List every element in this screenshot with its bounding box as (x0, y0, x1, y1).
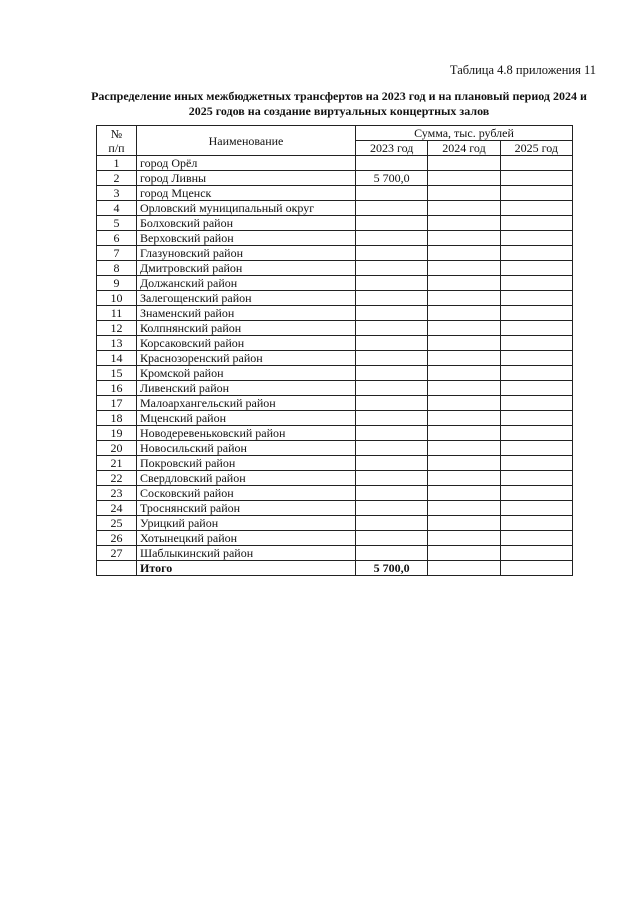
row-2024 (428, 186, 500, 201)
row-2023 (356, 351, 428, 366)
table-row (97, 231, 573, 246)
table-caption: Таблица 4.8 приложения 11 (449, 63, 596, 77)
row-2023 (356, 276, 428, 291)
row-name: Мценский район (137, 411, 356, 426)
row-number: 14 (97, 351, 137, 366)
row-2025 (500, 531, 572, 546)
table-row (97, 531, 573, 546)
table-row (97, 261, 573, 276)
total-2023: 5 700,0 (356, 561, 428, 576)
row-2023 (356, 246, 428, 261)
table-row (97, 291, 573, 306)
row-name: Свердловский район (137, 471, 356, 486)
row-name: Малоархангельский район (137, 396, 356, 411)
row-number: 15 (97, 366, 137, 381)
row-2025 (500, 201, 572, 216)
row-name: Должанский район (137, 276, 356, 291)
row-2024 (428, 426, 500, 441)
row-2023 (356, 381, 428, 396)
row-number: 17 (97, 396, 137, 411)
row-2025 (500, 246, 572, 261)
table-row (97, 306, 573, 321)
row-2023 (356, 231, 428, 246)
row-2023 (356, 531, 428, 546)
table-row (97, 426, 573, 441)
table-header (97, 126, 573, 156)
row-2024 (428, 171, 500, 186)
row-2024 (428, 201, 500, 216)
row-2023 (356, 396, 428, 411)
row-2025 (500, 291, 572, 306)
row-2024 (428, 501, 500, 516)
table-row (97, 246, 573, 261)
total-2025 (500, 561, 572, 576)
row-name: Краснозоренский район (137, 351, 356, 366)
row-name: Корсаковский район (137, 336, 356, 351)
table-row (97, 381, 573, 396)
row-2025 (500, 471, 572, 486)
row-2024 (428, 321, 500, 336)
row-2023 (356, 336, 428, 351)
row-name: Знаменский район (137, 306, 356, 321)
row-2025 (500, 306, 572, 321)
total-2024 (428, 561, 500, 576)
table-row (97, 441, 573, 456)
row-2024 (428, 396, 500, 411)
row-2024 (428, 411, 500, 426)
row-number: 13 (97, 336, 137, 351)
row-2025 (500, 501, 572, 516)
row-name: Орловский муниципальный округ (137, 201, 356, 216)
row-2023 (356, 216, 428, 231)
row-2025 (500, 396, 572, 411)
row-2024 (428, 231, 500, 246)
row-2024 (428, 276, 500, 291)
row-2023 (356, 321, 428, 336)
row-2024 (428, 156, 500, 171)
row-name: Новосильский район (137, 441, 356, 456)
row-2025 (500, 426, 572, 441)
table-row (97, 456, 573, 471)
row-name: Кромской район (137, 366, 356, 381)
row-2023 (356, 291, 428, 306)
row-name: город Орёл (137, 156, 356, 171)
row-number: 12 (97, 321, 137, 336)
table-row (97, 411, 573, 426)
row-2025 (500, 261, 572, 276)
row-2025 (500, 336, 572, 351)
row-number: 18 (97, 411, 137, 426)
row-name: Колпнянский район (137, 321, 356, 336)
row-2025 (500, 171, 572, 186)
row-name: Ливенский район (137, 381, 356, 396)
row-2023 (356, 306, 428, 321)
row-name: Троснянский район (137, 501, 356, 516)
row-number: 25 (97, 516, 137, 531)
row-2023 (356, 366, 428, 381)
table-row (97, 336, 573, 351)
row-number: 24 (97, 501, 137, 516)
row-2025 (500, 186, 572, 201)
header-name: Наименование (137, 126, 356, 156)
row-2023 (356, 411, 428, 426)
row-2025 (500, 516, 572, 531)
header-year-2024: 2024 год (428, 141, 500, 156)
row-number: 19 (97, 426, 137, 441)
document-title: Распределение иных межбюджетных трансфертов на 2023 год и на плановый период 2024 и 2025 годов на создание виртуальных концертных залов (91, 89, 587, 118)
total-row (97, 561, 573, 576)
row-name: Шаблыкинский район (137, 546, 356, 561)
total-label: Итого (137, 561, 356, 576)
table-row (97, 516, 573, 531)
row-2024 (428, 261, 500, 276)
row-name: Новодеревеньковский район (137, 426, 356, 441)
row-2025 (500, 441, 572, 456)
row-2024 (428, 516, 500, 531)
table-row (97, 396, 573, 411)
row-name: Хотынецкий район (137, 531, 356, 546)
transfers-table (96, 125, 573, 576)
row-number: 20 (97, 441, 137, 456)
row-number: 7 (97, 246, 137, 261)
row-2024 (428, 471, 500, 486)
row-number: 21 (97, 456, 137, 471)
row-2024 (428, 351, 500, 366)
row-number: 26 (97, 531, 137, 546)
row-2023 (356, 546, 428, 561)
row-2025 (500, 321, 572, 336)
row-2025 (500, 231, 572, 246)
table-row (97, 546, 573, 561)
table-row (97, 471, 573, 486)
row-2024 (428, 246, 500, 261)
row-2023 (356, 186, 428, 201)
row-2025 (500, 216, 572, 231)
row-2024 (428, 486, 500, 501)
row-2025 (500, 276, 572, 291)
row-2025 (500, 456, 572, 471)
row-2023 (356, 471, 428, 486)
row-number: 6 (97, 231, 137, 246)
row-number: 23 (97, 486, 137, 501)
row-number: 4 (97, 201, 137, 216)
table-row (97, 366, 573, 381)
table-row (97, 276, 573, 291)
table-row (97, 186, 573, 201)
row-name: Глазуновский район (137, 246, 356, 261)
row-2023 (356, 426, 428, 441)
row-2023 (356, 441, 428, 456)
row-number: 11 (97, 306, 137, 321)
row-2025 (500, 381, 572, 396)
row-number: 10 (97, 291, 137, 306)
row-2023 (356, 156, 428, 171)
row-2023 (356, 456, 428, 471)
row-name: Сосковский район (137, 486, 356, 501)
table-row (97, 156, 573, 171)
row-name: Дмитровский район (137, 261, 356, 276)
row-2025 (500, 546, 572, 561)
header-year-2023: 2023 год (356, 141, 428, 156)
row-2025 (500, 351, 572, 366)
row-number: 8 (97, 261, 137, 276)
table-row (97, 501, 573, 516)
row-name: город Ливны (137, 171, 356, 186)
row-number: 22 (97, 471, 137, 486)
row-2023 (356, 261, 428, 276)
row-number: 5 (97, 216, 137, 231)
row-number: 9 (97, 276, 137, 291)
header-number (97, 126, 137, 156)
table-body (97, 156, 573, 561)
table-row (97, 486, 573, 501)
row-name: Залегощенский район (137, 291, 356, 306)
row-2024 (428, 336, 500, 351)
total-num (97, 561, 137, 576)
header-number-line2: п/п (108, 140, 125, 155)
row-2025 (500, 366, 572, 381)
row-2025 (500, 411, 572, 426)
header-sum: Сумма, тыс. рублей (356, 126, 573, 141)
row-number: 27 (97, 546, 137, 561)
row-2024 (428, 441, 500, 456)
header-year-2025: 2025 год (500, 141, 572, 156)
table-row (97, 351, 573, 366)
table-row (97, 171, 573, 186)
row-2025 (500, 486, 572, 501)
row-2024 (428, 291, 500, 306)
row-number: 16 (97, 381, 137, 396)
table-row (97, 321, 573, 336)
row-2023 (356, 516, 428, 531)
row-name: Болховский район (137, 216, 356, 231)
row-2023: 5 700,0 (356, 171, 428, 186)
row-number: 1 (97, 156, 137, 171)
row-2023 (356, 501, 428, 516)
table-footer (97, 561, 573, 576)
row-2023 (356, 486, 428, 501)
row-number: 2 (97, 171, 137, 186)
row-2024 (428, 456, 500, 471)
row-2024 (428, 546, 500, 561)
row-name: Верховский район (137, 231, 356, 246)
table-row (97, 201, 573, 216)
row-number: 3 (97, 186, 137, 201)
row-name: город Мценск (137, 186, 356, 201)
row-2023 (356, 201, 428, 216)
row-name: Покровский район (137, 456, 356, 471)
row-2024 (428, 531, 500, 546)
table-row (97, 216, 573, 231)
row-2024 (428, 216, 500, 231)
row-2024 (428, 381, 500, 396)
row-2025 (500, 156, 572, 171)
row-name: Урицкий район (137, 516, 356, 531)
header-row-1 (97, 126, 573, 141)
header-number-line1: № (110, 126, 123, 141)
row-2024 (428, 366, 500, 381)
row-2024 (428, 306, 500, 321)
